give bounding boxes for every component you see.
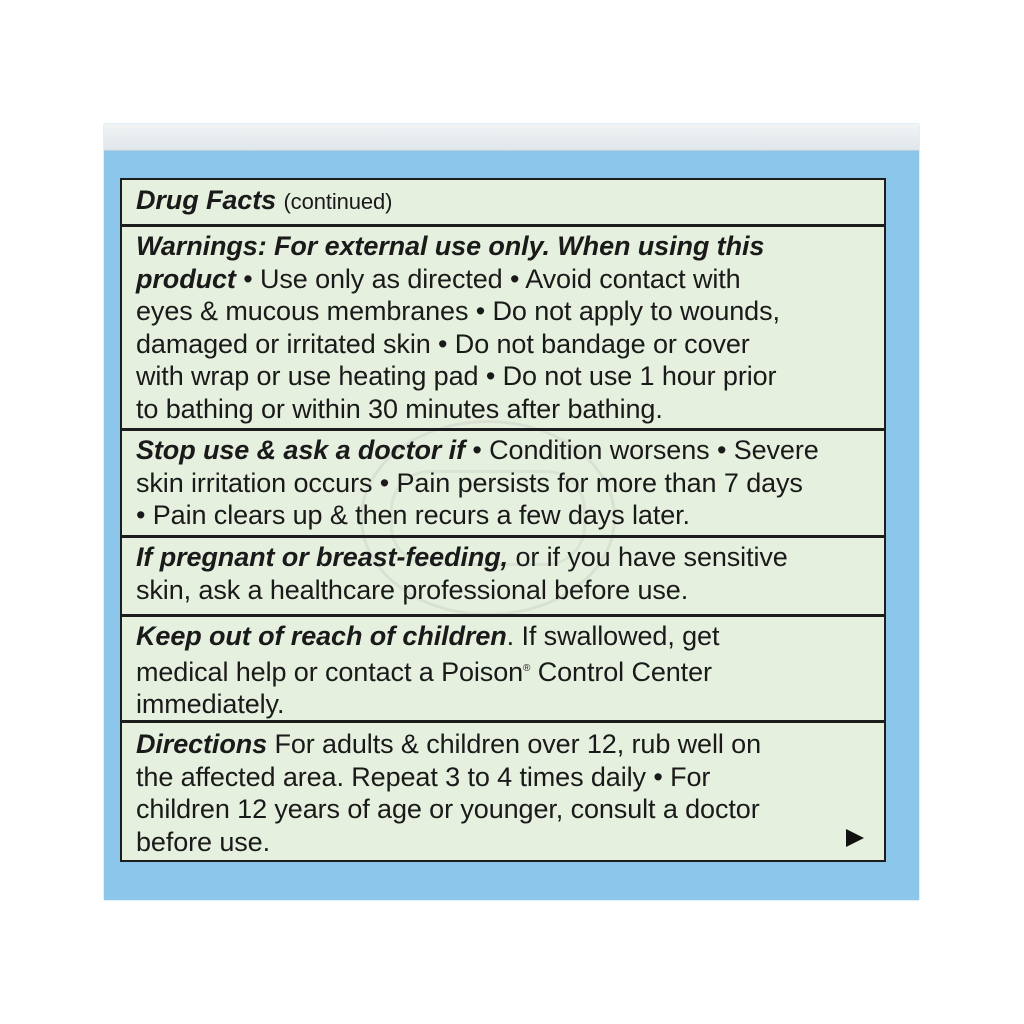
warnings-heading: Warnings: For external use only. When using this [136, 231, 765, 261]
warnings-text: with wrap or use heating pad • Do not use 1 hour prior [136, 361, 777, 391]
stop-use-section [122, 434, 884, 532]
warnings-text: damaged or irritated skin • Do not bandage or cover [136, 328, 750, 359]
warnings-text: to bathing or within 30 minutes after bathing. [136, 393, 663, 424]
keep-out-text: medical help or contact a Poison [136, 656, 524, 687]
continued-label: (continued) [283, 189, 393, 214]
directions-text: For adults & children over 12, rub well on [267, 729, 761, 759]
warnings-heading-product: product [136, 263, 236, 294]
pregnant-text: or if you have sensitive [508, 542, 788, 572]
keep-out-section [122, 620, 884, 721]
stop-use-text: • Condition worsens • Severe [464, 435, 819, 465]
directions-heading: Directions [136, 729, 268, 759]
drug-facts-title: Drug Facts [136, 185, 277, 215]
keep-out-text: Control Center [530, 656, 712, 687]
divider-1 [122, 224, 884, 227]
directions-text: before use. [136, 826, 270, 857]
warnings-section [122, 230, 884, 425]
directions-text: children 12 years of age or younger, consult a doctor [136, 794, 760, 824]
warnings-text: eyes & mucous membranes • Do not apply to wounds, [136, 296, 780, 326]
divider-3 [122, 535, 884, 538]
directions-text: the affected area. Repeat 3 to 4 times daily • For [136, 761, 711, 792]
stop-use-text: • Pain clears up & then recurs a few days later. [136, 500, 690, 530]
pregnant-text: skin, ask a healthcare professional before use. [136, 574, 689, 605]
keep-out-text: immediately. [136, 689, 285, 719]
directions-section [122, 728, 884, 858]
continue-arrow-icon [846, 829, 864, 847]
box-top-edge [104, 124, 919, 151]
divider-5 [122, 720, 884, 723]
stop-use-text: skin irritation occurs • Pain persists for more than 7 days [136, 467, 803, 498]
stop-use-heading: Stop use & ask a doctor if [136, 435, 465, 465]
warnings-text: • Use only as directed • Avoid contact with [235, 263, 741, 294]
drug-facts-header [122, 184, 884, 219]
keep-out-heading: Keep out of reach of children [136, 621, 507, 651]
divider-2 [122, 428, 884, 431]
pregnant-heading: If pregnant or breast-feeding, [136, 542, 509, 572]
divider-4 [122, 614, 884, 617]
pregnant-section [122, 541, 884, 606]
registered-mark: ® [523, 662, 531, 674]
keep-out-text: . If swallowed, get [506, 621, 720, 651]
